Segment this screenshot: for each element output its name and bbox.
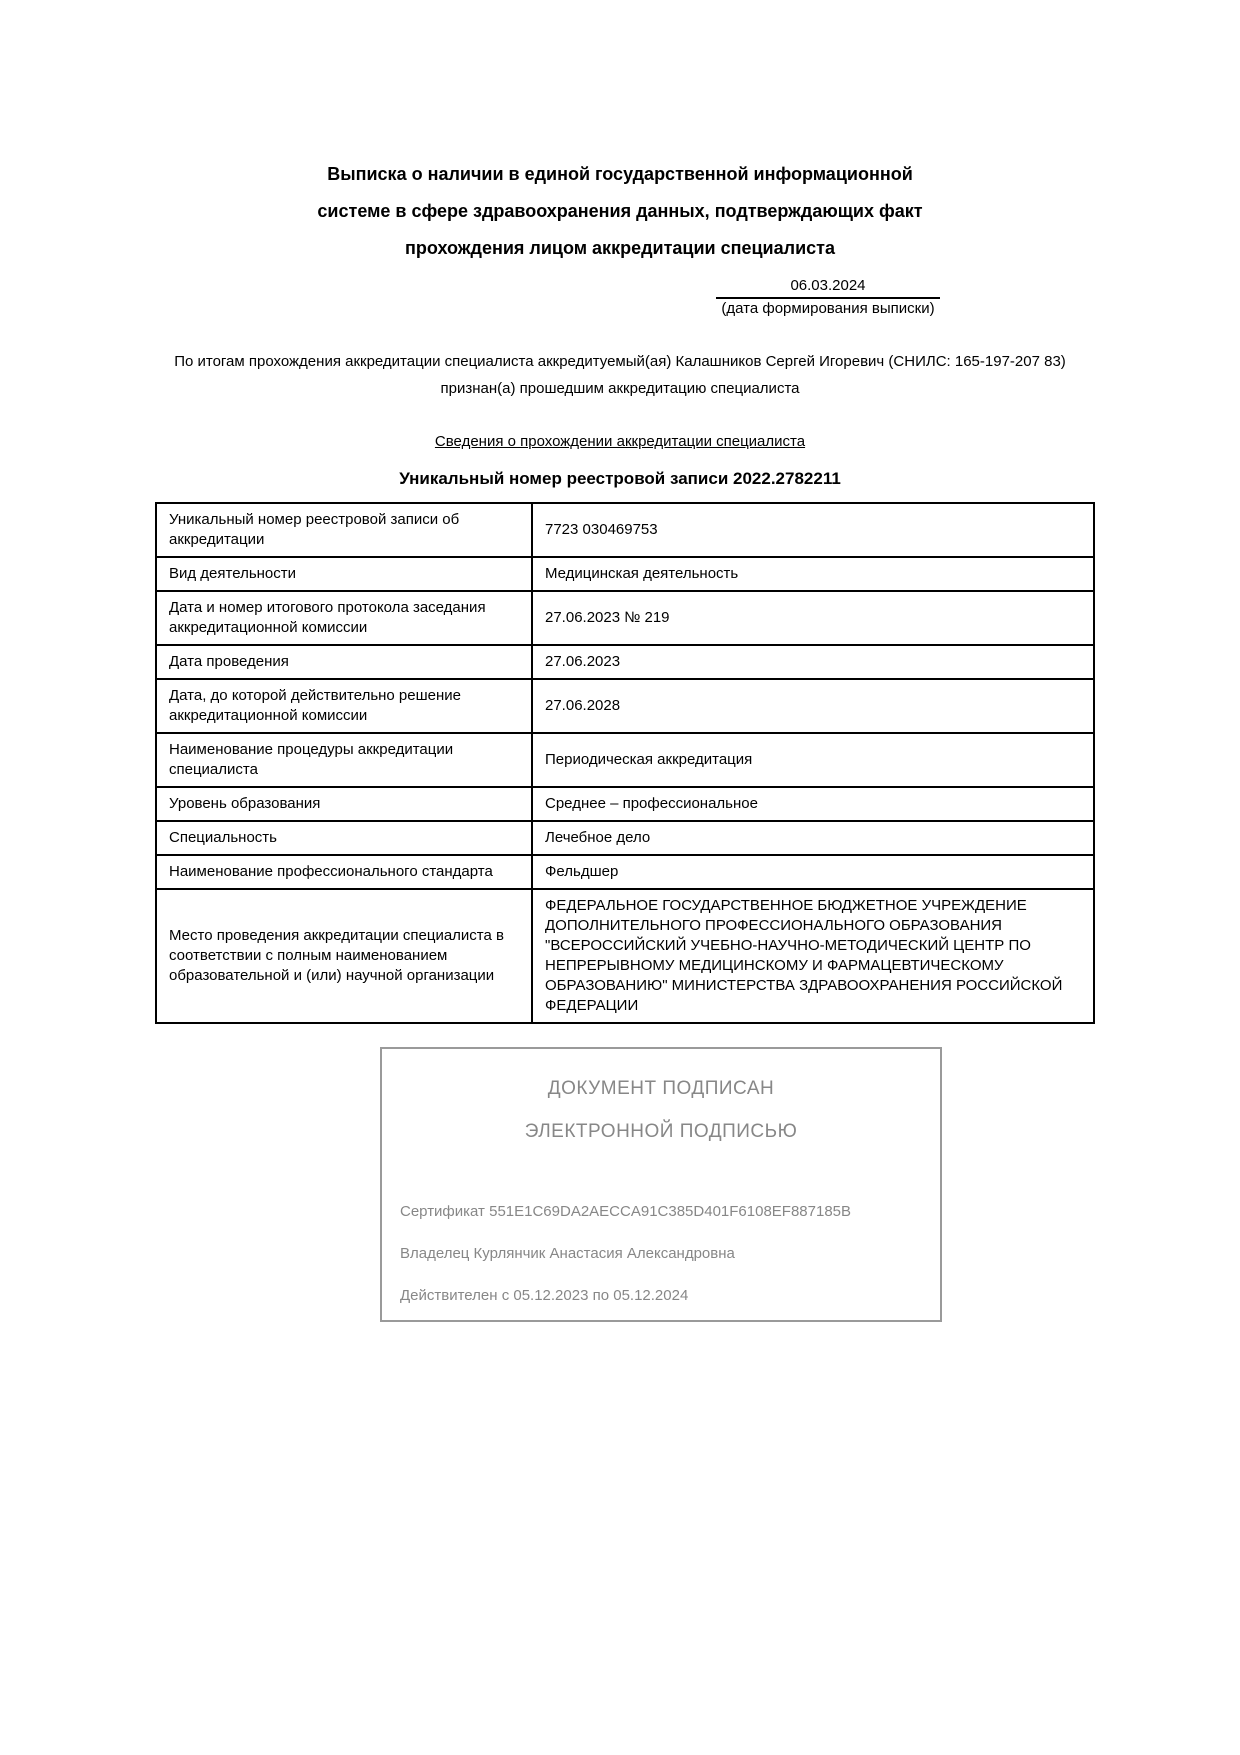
intro-line1: По итогам прохождения аккредитации специалиста аккредитуемый(ая) Калашников Сергей Игоревич (СНИЛС: 165-197-207 83) — [174, 353, 1066, 370]
registry-number-heading: Уникальный номер реестровой записи 2022.2782211 — [399, 469, 841, 488]
document-title-line1: Выписка о наличии в единой государственной информационной — [327, 164, 913, 184]
table-row — [156, 679, 1094, 733]
section-heading: Сведения о прохождении аккредитации специалиста — [434, 433, 806, 450]
table-row — [156, 855, 1094, 889]
extract-date-block — [716, 276, 940, 318]
row-label: Наименование профессионального стандарта — [156, 855, 532, 889]
signature-owner: Владелец Курлянчик Анастасия Александровна — [400, 1245, 735, 1262]
intro-paragraph — [115, 348, 1125, 402]
row-value: 27.06.2023 — [532, 645, 1094, 679]
signature-title-line1: ДОКУМЕНТ ПОДПИСАН — [547, 1078, 775, 1099]
row-label: Дата, до которой действительно решение аккредитационной комиссии — [156, 679, 532, 733]
table-row — [156, 645, 1094, 679]
row-value: Среднее – профессиональное — [532, 787, 1094, 821]
row-value: 27.06.2028 — [532, 679, 1094, 733]
extract-date-caption: (дата формирования выписки) — [721, 300, 935, 317]
extract-date: 06.03.2024 — [716, 276, 940, 299]
signature-certificate: Сертификат 551E1C69DA2AECCA91C385D401F6108EF887185B — [400, 1203, 852, 1220]
row-value: ФЕДЕРАЛЬНОЕ ГОСУДАРСТВЕННОЕ БЮДЖЕТНОЕ УЧРЕЖДЕНИЕ ДОПОЛНИТЕЛЬНОГО ПРОФЕССИОНАЛЬНОГО ОБРАЗОВАНИЯ "ВСЕРОССИЙСКИЙ УЧЕБНО-НАУЧНО-МЕТОДИЧЕСКИЙ ЦЕНТР ПО НЕПРЕРЫВНОМУ МЕДИЦИНСКОМУ И ФАРМАЦЕВТИЧЕСКОМУ ОБРАЗОВАНИЮ" МИНИСТЕРСТВА ЗДРАВООХРАНЕНИЯ РОССИЙСКОЙ ФЕДЕРАЦИИ — [532, 889, 1094, 1023]
row-label: Уровень образования — [156, 787, 532, 821]
intro-line2: признан(а) прошедшим аккредитацию специалиста — [440, 380, 800, 397]
signature-validity: Действителен с 05.12.2023 по 05.12.2024 — [400, 1287, 689, 1304]
row-label: Уникальный номер реестровой записи об аккредитации — [156, 503, 532, 557]
signature-title-line2: ЭЛЕКТРОННОЙ ПОДПИСЬЮ — [524, 1121, 798, 1142]
table-row — [156, 821, 1094, 855]
row-label: Дата и номер итогового протокола заседания аккредитационной комиссии — [156, 591, 532, 645]
document-title — [0, 0, 1240, 267]
signature-box — [380, 1047, 942, 1322]
row-value: Медицинская деятельность — [532, 557, 1094, 591]
signature-details — [382, 1203, 940, 1304]
row-value: Лечебное дело — [532, 821, 1094, 855]
document-title-line3: прохождения лицом аккредитации специалиста — [405, 238, 835, 258]
row-value: Фельдшер — [532, 855, 1094, 889]
table-row — [156, 591, 1094, 645]
row-label: Наименование процедуры аккредитации специалиста — [156, 733, 532, 787]
row-label: Дата проведения — [156, 645, 532, 679]
row-label: Специальность — [156, 821, 532, 855]
table-row — [156, 733, 1094, 787]
row-value: 7723 030469753 — [532, 503, 1094, 557]
row-value: 27.06.2023 № 219 — [532, 591, 1094, 645]
row-label: Место проведения аккредитации специалиста в соответствии с полным наименованием образовательной и (или) научной организации — [156, 889, 532, 1023]
table-row — [156, 557, 1094, 591]
accreditation-details-table — [155, 502, 1095, 1024]
table-row — [156, 787, 1094, 821]
row-label: Вид деятельности — [156, 557, 532, 591]
row-value: Периодическая аккредитация — [532, 733, 1094, 787]
table-row — [156, 503, 1094, 557]
document-title-line2: системе в сфере здравоохранения данных, подтверждающих факт — [317, 201, 923, 221]
table-row — [156, 889, 1094, 1023]
accreditation-table-body — [156, 503, 1094, 1023]
